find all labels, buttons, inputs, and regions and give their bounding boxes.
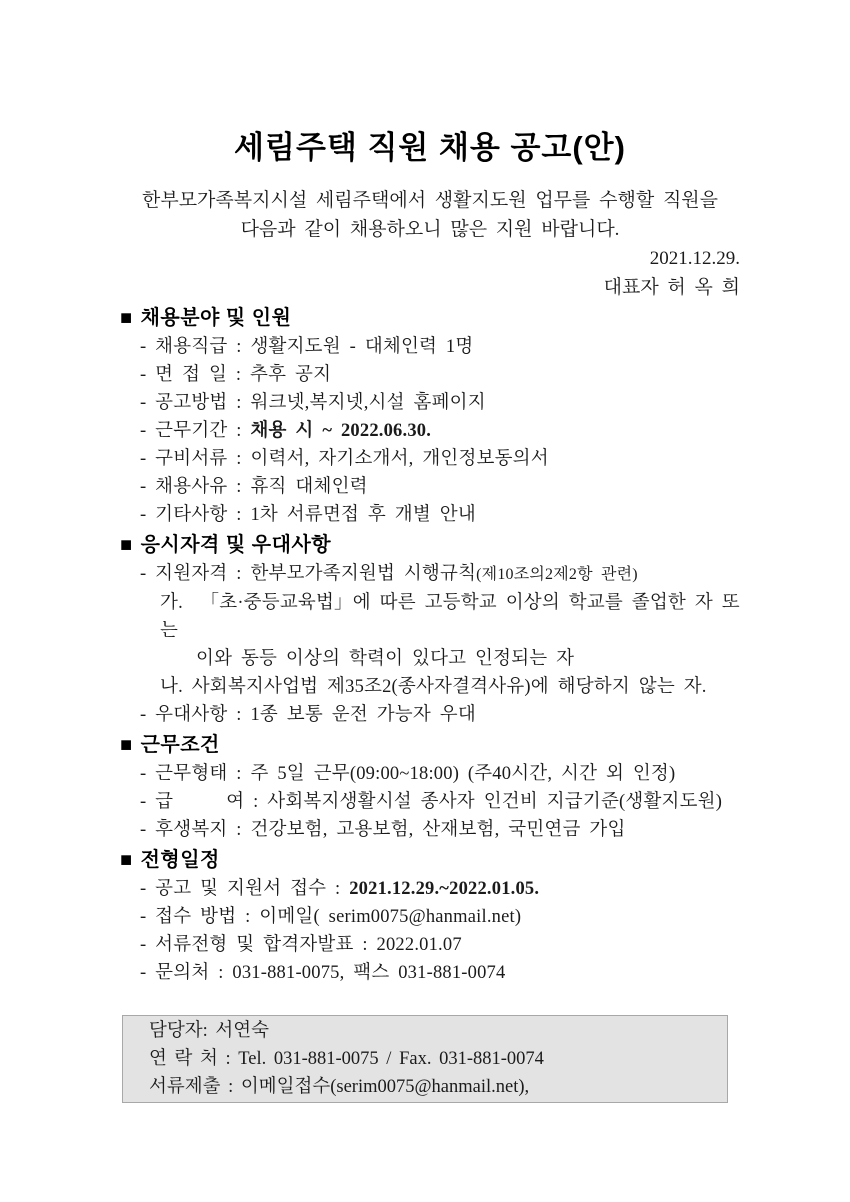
item-interview-date: - 면 접 일 : 추후 공지 [140,365,332,385]
section-heading-label: 채용분야 및 인원 [140,307,292,329]
item-qualification-ga-line2: 이와 동등 이상의 학력이 있다고 인정되는 자 [196,649,575,669]
item-work-type: - 근무형태 : 주 5일 근무(09:00~18:00) (주40시간, 시간 외 인정) [140,764,676,784]
section-heading-work-conditions [120,731,740,760]
section-heading-recruitment [120,304,740,333]
section-bullet-icon: ■ [120,307,133,329]
page-title: 세림주택 직원 채용 공고(안) [234,130,626,165]
contact-box [122,1015,728,1103]
item-work-period-value: 채용 시 ~ 2022.06.30. [250,421,432,441]
item-inquiry: - 문의처 : 031-881-0075, 팩스 031-881-0074 [140,963,506,983]
document-body [120,0,740,1103]
section-heading-qualification [120,531,740,560]
contact-manager: 담당자: 서연숙 [149,1021,269,1041]
item-etc: - 기타사항 : 1차 서류면접 후 개별 안내 [140,505,476,525]
item-qualification-ga-line1: 가. 「초·중등교육법」에 따른 고등학교 이상의 학교를 졸업한 자 또는 [160,593,740,641]
contact-submission: 서류제출 : 이메일접수(serim0075@hanmail.net), [149,1077,530,1097]
item-announce-method: - 공고방법 : 워크넷,복지넷,시설 홈페이지 [140,393,486,413]
item-result-announcement: - 서류전형 및 합격자발표 : 2022.01.07 [140,935,462,955]
section-heading-schedule [120,846,740,875]
item-salary: - 급 여 : 사회복지생활시설 종사자 인건비 지급기준(생활지도원) [140,792,723,812]
item-preference: - 우대사항 : 1종 보통 운전 가능자 우대 [140,705,476,725]
item-application-value: 2021.12.29.~2022.01.05. [349,879,540,899]
section-heading-label: 전형일정 [140,849,220,871]
item-position: - 채용직급 : 생활지도원 - 대체인력 1명 [140,337,474,357]
item-work-period [120,417,740,445]
issue-date: 2021.12.29. [649,248,740,269]
item-reason: - 채용사유 : 휴직 대체인력 [140,477,368,497]
item-welfare: - 후생복지 : 건강보험, 고용보험, 산재보험, 국민연금 가입 [140,820,626,840]
item-qualification-main: - 지원자격 : 한부모가족지원법 시행규칙 [140,564,477,584]
section-heading-label: 근무조건 [140,734,220,756]
item-qualification-na: 나. 사회복지사업법 제35조2(종사자결격사유)에 해당하지 않는 자. [160,677,707,697]
section-heading-label: 응시자격 및 우대사항 [140,534,332,556]
intro-line-1: 한부모가족복지시설 세림주택에서 생활지도원 업무를 수행할 직원을 [141,190,719,211]
signer-name: 대표자 허 옥 희 [603,277,740,298]
item-qualification [120,560,740,589]
item-application-period [120,875,740,903]
item-application-label: - 공고 및 지원서 접수 : [140,879,350,899]
intro-paragraph [120,186,740,244]
contact-phone: 연 락 처 : Tel. 031-881-0075 / Fax. 031-881-0074 [149,1049,544,1069]
section-bullet-icon: ■ [120,734,133,756]
item-work-period-label: - 근무기간 : [140,421,251,441]
section-bullet-icon: ■ [120,534,133,556]
intro-line-2: 다음과 같이 채용하오니 많은 지원 바랍니다. [240,219,620,240]
section-bullet-icon: ■ [120,849,133,871]
item-qualification-note: (제10조의2제2항 관련) [476,566,638,583]
item-application-method: - 접수 방법 : 이메일( serim0075@hanmail.net) [140,907,522,927]
item-documents: - 구비서류 : 이력서, 자기소개서, 개인정보동의서 [140,449,549,469]
